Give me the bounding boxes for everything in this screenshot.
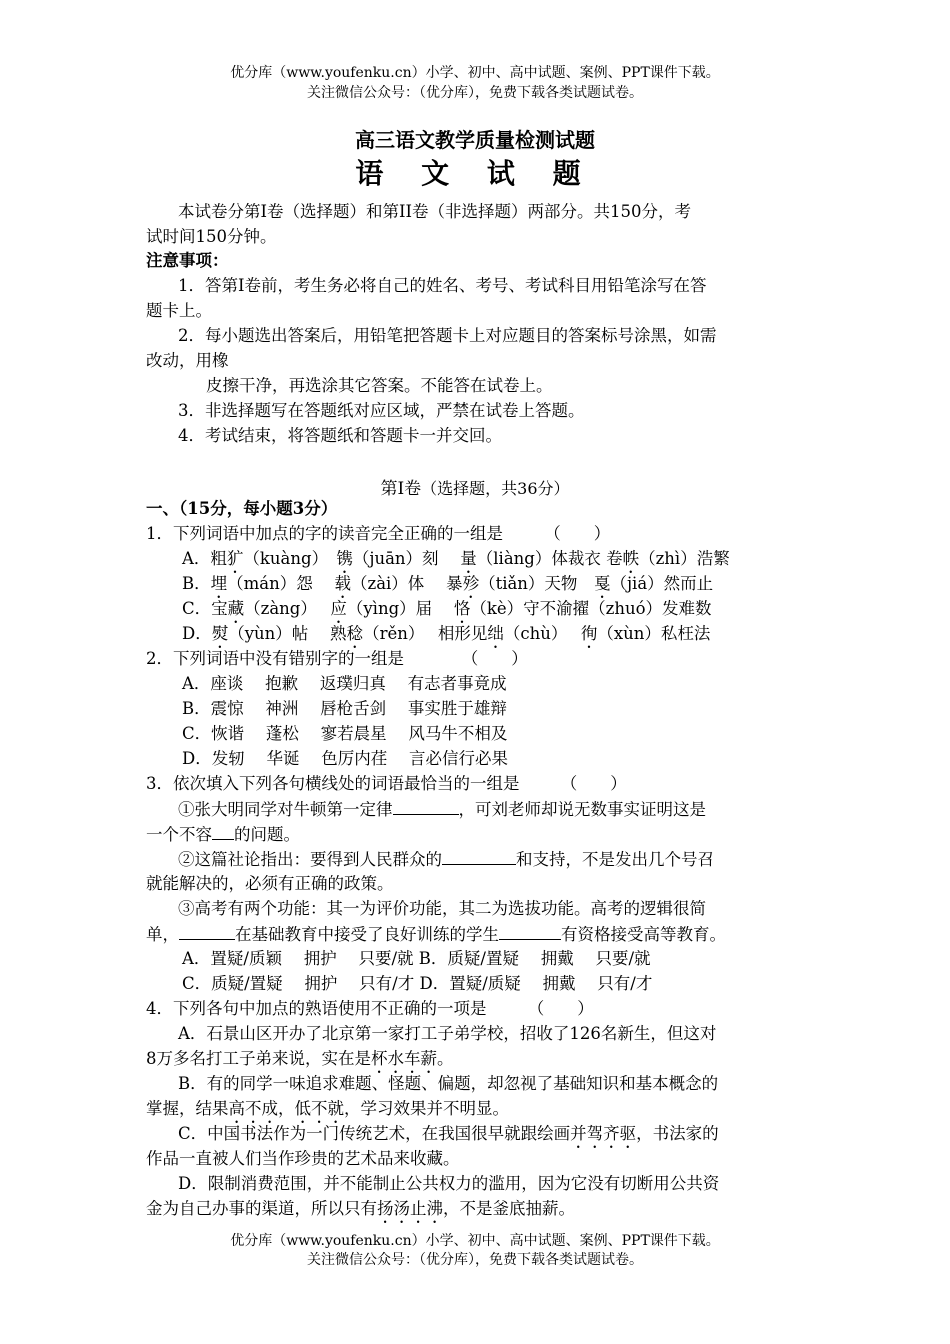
q4-option-a-cont: 8万多名打工子弟来说，实在是杯水车薪。 bbox=[146, 1049, 454, 1068]
page-title: 高三语文教学质量检测试题 bbox=[355, 128, 595, 152]
intro-line-1: 本试卷分第Ⅰ卷（选择题）和第II卷（非选择题）两部分。共150分，考 bbox=[178, 202, 692, 221]
section-title-main: 第Ⅰ卷 bbox=[380, 479, 422, 499]
notice-item-4: 4．考试结束，将答题纸和答题卡一并交回。 bbox=[178, 426, 502, 445]
header-line-1: 优分库（www.youfenku.cn）小学、初中、高中试题、案例、PPT课件下载。 bbox=[230, 65, 720, 81]
q1-stem: 1．下列词语中加点的字的读音完全正确的一组是 （ ） bbox=[146, 524, 611, 543]
q4-option-a: A．石景山区开办了北京第一家打工子弟学校，招收了126名新生，但这对 bbox=[178, 1024, 717, 1043]
page-subtitle: 语 文 试 题 bbox=[355, 157, 595, 190]
q1-option-d: D．熨（yùn）帖 熟稔（rěn） 相形见绌（chù） 徇（xùn）私枉法 bbox=[182, 624, 711, 643]
notice-heading: 注意事项： bbox=[146, 251, 229, 270]
q3-options-cd: C．质疑/置疑 拥护 只有/才 D．置疑/质疑 拥戴 只有/才 bbox=[182, 974, 653, 993]
footer-line-2: 关注微信公众号：（优分库），免费下载各类试题试卷。 bbox=[307, 1252, 643, 1268]
q3-sentence-3: ③高考有两个功能：其一为评价功能，其二为选拔功能。高考的逻辑很简 bbox=[178, 899, 706, 918]
q2-option-c: C．恢谐 蓬松 寥若晨星 风马牛不相及 bbox=[182, 724, 508, 743]
q2-stem: 2．下列词语中没有错别字的一组是 （ ） bbox=[146, 649, 528, 668]
q4-option-d-cont: 金为自己办事的渠道，所以只有扬汤止沸，不是釜底抽薪。 bbox=[146, 1199, 575, 1218]
notice-item-1: 1．答第Ⅰ卷前，考生务必将自己的姓名、考号、考试科目用铅笔涂写在答 bbox=[178, 276, 707, 295]
section-title-sub: （选择题，共36分） bbox=[421, 479, 570, 498]
blank bbox=[212, 823, 234, 840]
q3-options-ab: A．置疑/质颖 拥护 只要/就 B．质疑/置疑 拥戴 只要/就 bbox=[182, 949, 651, 968]
q1-option-c: C．宝藏（zàng） 应（yìng）届 恪（kè）守不渝擢（zhuó）发难数 bbox=[182, 599, 712, 618]
notice-item-1-cont: 题卡上。 bbox=[146, 301, 212, 320]
part-heading: 一、（15分，每小题3分） bbox=[146, 499, 338, 518]
q3-sentence-1: ①张大明同学对牛顿第一定律 ，可刘老师却说无数事实证明这是 bbox=[178, 800, 706, 819]
q2-option-d: D．发轫 华诞 色厉内荏 言必信行必果 bbox=[182, 749, 508, 768]
q3-sentence-3-cont: 单， 在基础教育中接受了良好训练的学生 有资格接受高等教育。 bbox=[146, 925, 726, 944]
blank bbox=[442, 848, 516, 865]
q1-option-b: B．埋（mán）怨 载（zài）体 暴殄（tiǎn）天物 戛（jiá）然而止 bbox=[182, 574, 714, 593]
footer-line-1: 优分库（www.youfenku.cn）小学、初中、高中试题、案例、PPT课件下载。 bbox=[230, 1233, 720, 1249]
q2-option-a: A．座谈 抱歉 返璞归真 有志者事竟成 bbox=[182, 674, 507, 693]
section-title bbox=[0, 474, 950, 499]
blank bbox=[179, 923, 235, 940]
q3-sentence-1-cont: 一个不容 的问题。 bbox=[146, 825, 300, 844]
q3-sentence-2-cont: 就能解决的，必须有正确的政策。 bbox=[146, 874, 394, 893]
blank bbox=[393, 798, 459, 815]
notice-item-2-cont2: 皮擦干净，再选涂其它答案。不能答在试卷上。 bbox=[206, 376, 553, 395]
q2-option-b: B．震惊 神洲 唇枪舌剑 事实胜于雄辩 bbox=[182, 699, 507, 718]
q4-option-d: D．限制消费范围，并不能制止公共权力的滥用，因为它没有切断用公共资 bbox=[178, 1174, 720, 1193]
q4-stem: 4．下列各句中加点的熟语使用不正确的一项是 （ ） bbox=[146, 999, 594, 1018]
notice-item-2: 2．每小题选出答案后，用铅笔把答题卡上对应题目的答案标号涂黑，如需 bbox=[178, 326, 717, 345]
notice-item-2-cont: 改动，用橡 bbox=[146, 351, 229, 370]
blank bbox=[499, 923, 561, 940]
q3-sentence-2: ②这篇社论指出：要得到人民群众的 和支持，不是发出几个号召 bbox=[178, 850, 714, 869]
intro-line-2: 试时间150分钟。 bbox=[146, 227, 277, 246]
q1-option-a: A．粗犷（kuàng） 镌（juān）刻 量（liàng）体裁衣 卷帙（zhì）浩繁 bbox=[182, 549, 730, 568]
q4-option-c: C．中国书法作为一门传统艺术，在我国很早就跟绘画并驾齐驱，书法家的 bbox=[178, 1124, 719, 1143]
q4-option-b: B．有的同学一味追求难题、怪题、偏题，却忽视了基础知识和基本概念的 bbox=[178, 1074, 719, 1093]
q3-stem: 3．依次填入下列各句横线处的词语最恰当的一组是 （ ） bbox=[146, 774, 627, 793]
q4-option-b-cont: 掌握，结果高不成，低不就，学习效果并不明显。 bbox=[146, 1099, 509, 1118]
notice-item-3: 3．非选择题写在答题纸对应区域，严禁在试卷上答题。 bbox=[178, 401, 585, 420]
q4-option-c-cont: 作品一直被人们当作珍贵的艺术品来收藏。 bbox=[146, 1149, 460, 1168]
header-line-2: 关注微信公众号：（优分库），免费下载各类试题试卷。 bbox=[307, 85, 643, 101]
